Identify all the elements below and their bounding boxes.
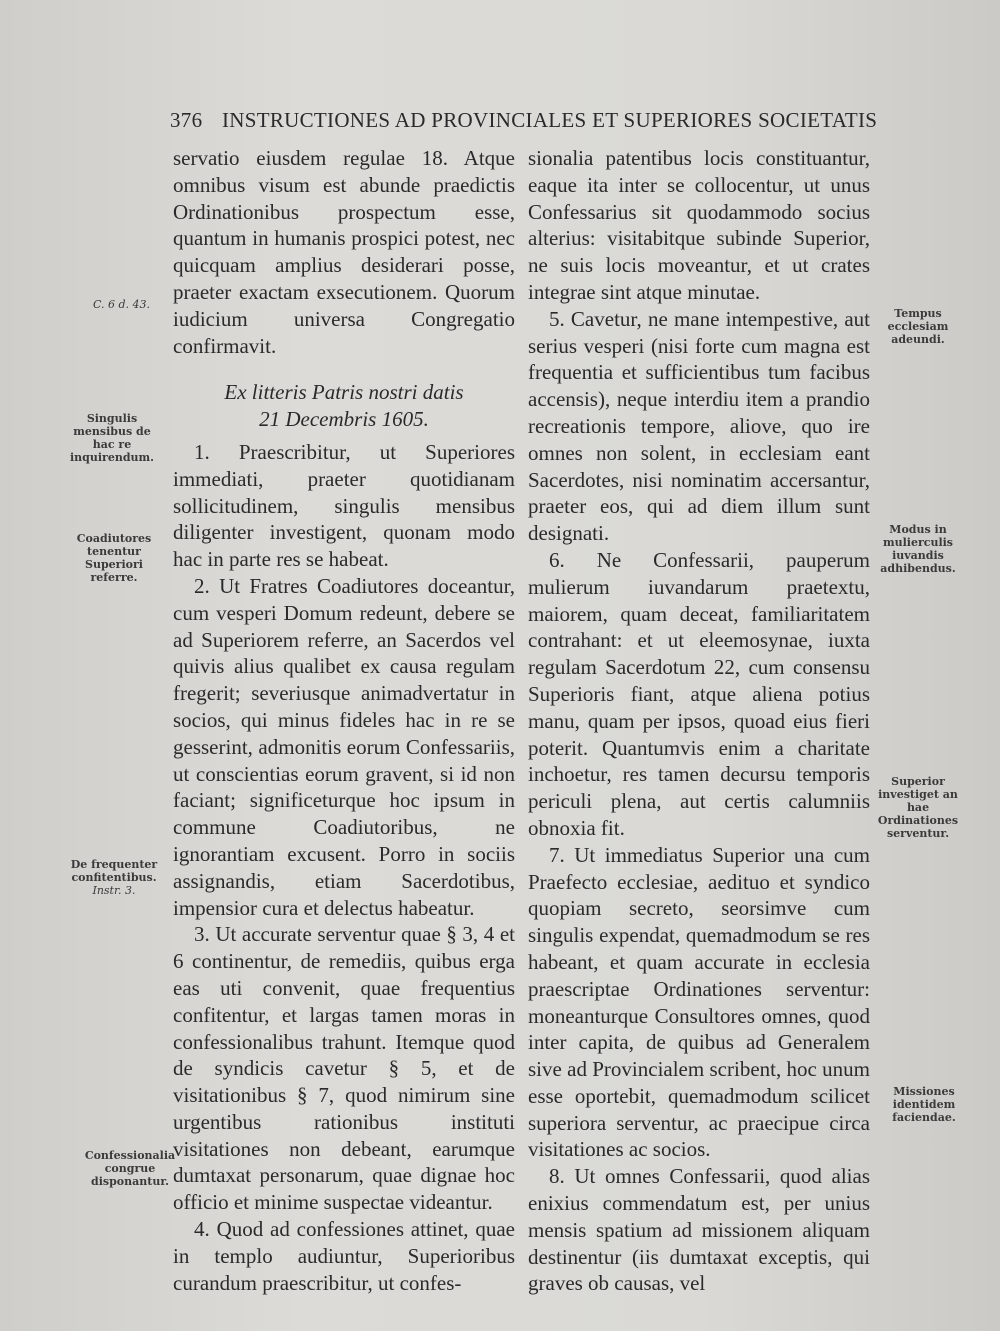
margin-note: Confessionalia congrue disponantur. bbox=[84, 1149, 176, 1188]
heading-line: Ex litteris Patris nostri datis bbox=[224, 380, 464, 405]
paragraph: 2. Ut Fratres Coadiutores doceantur, cum vesperi Domum redeunt, debere se ad Superiorem referre, an Sacerdos vel quivis alius qualibet ex causa regulam fregerit; severiusque animadvertatur in socios, qui minus fideles hac in re se gesserint, admonitis eorum Confessariis, ut conscientias eorum gravent, si id non faciant; significeturque hoc ipsum in commune Coadiutoribus, ne ignorantiam excusent. Porro in sociis assignandis, etiam Sacerdotibus, impensior cura et delectus habeatur. bbox=[173, 573, 515, 920]
margin-note bbox=[64, 858, 164, 897]
right-text-column bbox=[528, 145, 870, 1297]
running-header bbox=[170, 108, 878, 133]
margin-note-reference: Instr. 3. bbox=[92, 884, 136, 897]
heading-line: 21 Decembris 1605. bbox=[259, 407, 429, 432]
paragraph: 5. Cavetur, ne mane intempestive, aut serius vesperi (nisi forte cum magna est frequentia et sufficientibus tum facibus accensis), neque interdiu item a prandio recreationis tempore, aliove, quo ire omnes non solent, in ecclesiam eant Sacerdotes, nisi nominatim accersantur, praeter eos, qui ad diem illum sunt designati. bbox=[528, 306, 870, 546]
paragraph: 6. Ne Confessarii, pauperum mulierum iuvandarum praetextu, maiorem, quam deceat, familiaritatem contrahant: et ut eleemosynae, iuxta regulam Sacerdotum 22, cum consensu Superioris fiant, atque aliena potius manu, quam per ipsos, quoad eius fieri poterit. Quantumvis enim a charitate inchoetur, res tamen decursu temporis periculi plena, aut certis calumniis obnoxia fit. bbox=[528, 547, 870, 840]
page-number: 376 bbox=[170, 108, 203, 132]
paragraph: servatio eiusdem regulae 18. Atque omnibus visum est abunde praedictis Ordinationibus prospectum esse, quantum in humanis prospici potest, nec quicquam amplius desiderari posse, praeter exactam exsecutionem. Quorum iudicium universa Congregatio confirmavit. bbox=[173, 146, 515, 358]
paragraph: 7. Ut immediatus Superior una cum Praefecto ecclesiae, aedituo et syndico quopiam secreto, seorsimve cum singulis expendat, quemadmodum se res habeant, et quam accurate in ecclesia praescriptae Ordinationes serventur: moneanturque Consultores omnes, quod inter capita, de quibus ad Generalem sive ad Provincialem scribent, hoc unum esse oportebit, quemadmodum scilicet superiora serventur, ac praecipue circa visitationes ac socios. bbox=[528, 842, 870, 1162]
margin-note-text: De frequenter confitentibus. bbox=[70, 858, 158, 884]
paragraph: 4. Quod ad confessiones attinet, quae in templo audiuntur, Superioribus curandum praescribitur, ut confes- bbox=[173, 1217, 515, 1295]
margin-note: Modus in mulierculis iuvandis adhibendus. bbox=[880, 523, 956, 575]
margin-note: Coadiutores tenentur Superiori referre. bbox=[76, 532, 152, 584]
margin-note: Tempus ecclesiam adeundi. bbox=[887, 307, 949, 346]
section-heading bbox=[173, 379, 515, 433]
paragraph: 3. Ut accurate serventur quae § 3, 4 et 6 continentur, de remediis, quibus erga eas uti convenit, quae frequentius confitentur, et largas tamen moras in confessionalibus trahunt. Itemque quod de syndicis cavetur § 5, et de visitationibus § 7, quod nimirum sine urgentibus rationibus instituti visitationes non debeant, earumque dumtaxat personarum, quae dignae hoc officio et minime suspectae videantur. bbox=[173, 922, 515, 1215]
margin-note: Singulis mensibus de hac re inquirendum. bbox=[70, 412, 154, 464]
left-text-column bbox=[173, 145, 515, 1296]
margin-note-reference: C. 6 d. 43. bbox=[92, 298, 150, 311]
running-title: INSTRUCTIONES AD PROVINCIALES ET SUPERIORES SOCIETATIS bbox=[221, 108, 878, 132]
paragraph: 1. Praescribitur, ut Superiores immediati, praeter quotidianam sollicitudinem, singulis mensibus diligenter investigent, quonam modo hac in parte res se habeat. bbox=[173, 439, 515, 572]
paragraph: sionalia patentibus locis constituantur, eaque ita inter se collocentur, ut unus Confessarius sit quodammodo socius alterius: visitabitque subinde Superior, ne suis locis moveantur, et ut crates integrae sint atque minutae. bbox=[528, 146, 870, 304]
paragraph: 8. Ut omnes Confessarii, quod alias enixius commendatum est, per unius mensis spatium ad missionem aliquam destinentur (iis dumtaxat exceptis, qui graves ob causas, vel bbox=[528, 1164, 870, 1296]
margin-note: Missiones identidem faciendae. bbox=[892, 1085, 956, 1124]
margin-note: Superior investiget an hae Ordinationes serventur. bbox=[877, 775, 959, 840]
